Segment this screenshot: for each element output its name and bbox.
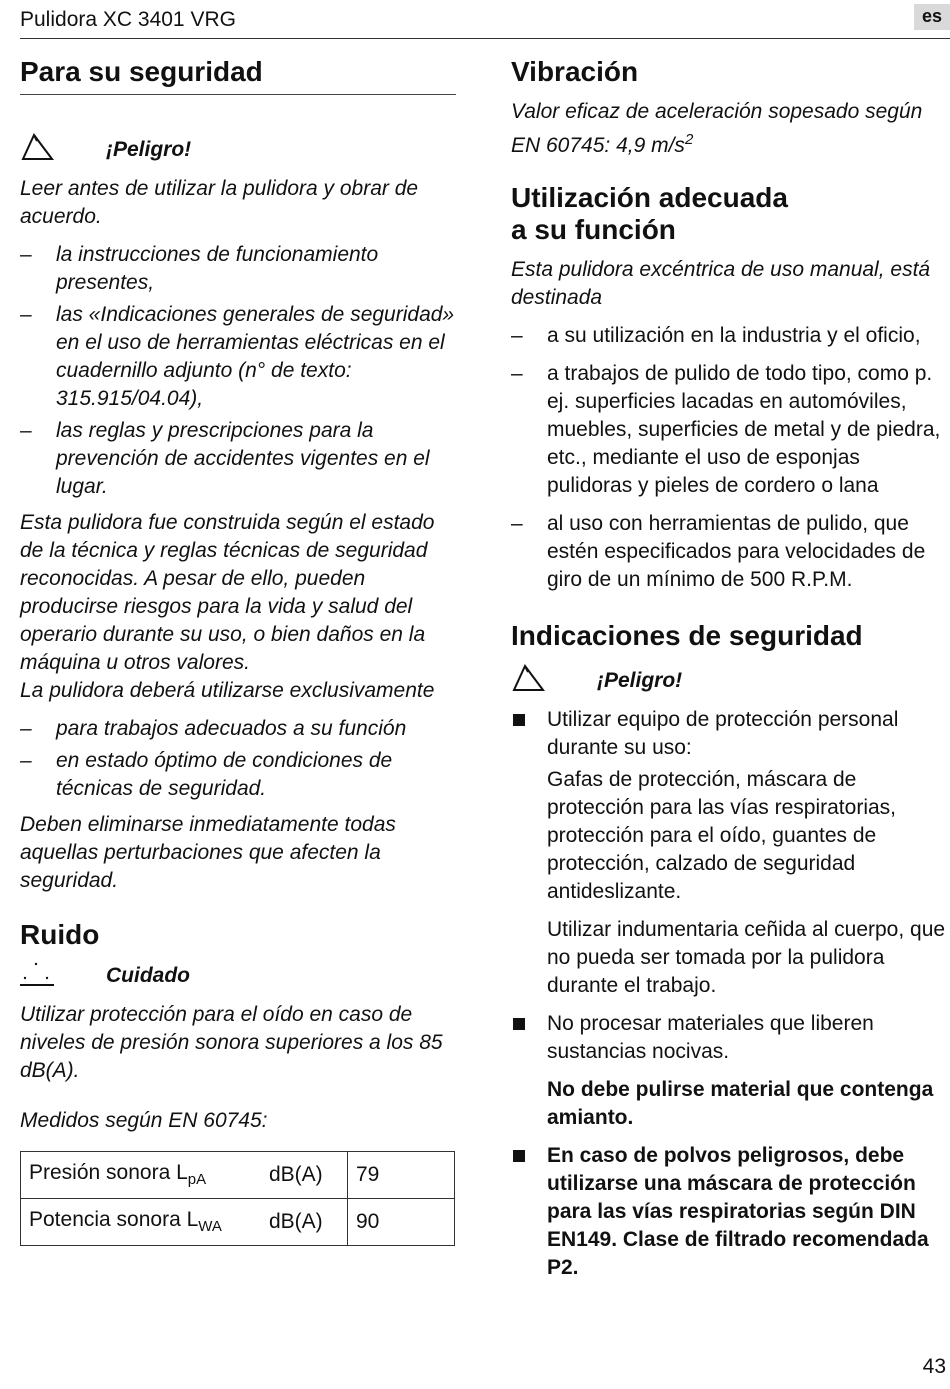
list-item: Utilizar equipo de protección personal durante su uso: Gafas de protección, máscara de protección para las vías respiratorias, protección para el oído, guantes de protección, calzado de seguridad antideslizante. Utilizar indumentaria ceñida al cuerpo, que no pueda ser tomada por la pulidora durante el trabajo. — [511, 706, 949, 1000]
list-item: – a trabajos de pulido de todo tipo, como p. ej. superficies lacadas en automóviles, muebles, superficies de metal y de piedra, etc., mediante el uso de esponjas pulidoras y pieles de cordero o lana — [511, 362, 941, 497]
noise-text: Utilizar protección para el oído en caso de niveles de presión sonora superiores a los 85 dB(A). — [20, 1003, 443, 1082]
disturbances-paragraph: Deben eliminarse inmediatamente todas aquellas perturbaciones que afecten la seguridad. — [20, 813, 396, 892]
asbestos-warning: No debe pulirse material que contenga amianto. — [547, 1078, 934, 1129]
danger-label: ¡Peligro! — [106, 138, 192, 161]
right-column — [511, 56, 949, 1282]
danger-warning-2 — [511, 664, 949, 698]
warning-triangle-icon — [511, 664, 597, 698]
table-cell-label: Presión sonora $L_{pA}$ — [21, 1152, 262, 1199]
noise-measured-text: Medidos según EN 60745: — [20, 1109, 268, 1132]
intended-use-list — [511, 322, 949, 594]
section-title-noise: Ruido — [20, 919, 100, 950]
caution-label: Cuidado — [106, 964, 190, 987]
header-divider — [20, 38, 950, 39]
list-item: No procesar materiales que liberen sustancias nocivas. No debe pulirse material que contenga amianto. — [511, 1010, 949, 1132]
caution-warning — [20, 959, 456, 993]
document-header-title: Pulidora XC 3401 VRG — [20, 8, 236, 31]
left-column — [20, 56, 456, 1246]
safety-intro: Leer antes de utilizar la pulidora y obrar de acuerdo. — [20, 177, 419, 228]
section-title-vibration: Vibración — [511, 56, 639, 87]
noise-table — [20, 1151, 455, 1246]
square-bullet-icon — [513, 714, 525, 726]
safety-paragraph-exclusive: La pulidora deberá utilizarse exclusivamente — [20, 679, 435, 702]
table-cell-unit: dB(A) — [261, 1152, 348, 1199]
intended-use-intro: Esta pulidora excéntrica de uso manual, está destinada — [511, 258, 931, 309]
list-item: – las reglas y prescripciones para la prevención de accidentes vigentes en el lugar. — [20, 419, 430, 498]
section-title-safety: Para su seguridad — [20, 56, 456, 95]
table-cell-unit: dB(A) — [261, 1199, 348, 1246]
table-cell-value: 79 — [348, 1152, 455, 1199]
caution-icon — [20, 959, 106, 993]
square-bullet-icon — [513, 1150, 525, 1162]
table-cell-label: Potencia sonora $L_{WA}$ — [21, 1199, 262, 1246]
safety-paragraph: Esta pulidora fue construida según el estado de la técnica y reglas técnicas de seguridad reconocidas. A pesar de ello, pueden producirse riesgos para la vida y salud del operario durante su uso, o bien daños en la máquina u otros valores. — [20, 511, 435, 674]
list-item: – para trabajos adecuados a su función — [20, 717, 407, 740]
clothing-text: Utilizar indumentaria ceñida al cuerpo, que no pueda ser tomada por la pulidora durante el trabajo. — [547, 918, 946, 997]
list-item: – la instrucciones de funcionamiento presentes, — [20, 243, 379, 294]
list-item: – en estado óptimo de condiciones de técnicas de seguridad. — [20, 749, 393, 800]
table-row — [21, 1152, 455, 1199]
section-title-intended-use: Utilización adecuada a su función — [511, 182, 788, 245]
table-cell-value: 90 — [348, 1199, 455, 1246]
list-item: – al uso con herramientas de pulido, que estén especificados para velocidades de giro de un mínimo de 500 R.P.M. — [511, 512, 926, 591]
danger-label: ¡Peligro! — [597, 669, 683, 692]
list-item: En caso de polvos peligrosos, debe utilizarse una máscara de protección para las vías respiratorias según DIN EN149. Clase de filtrado recomendada P2. — [511, 1142, 949, 1282]
square-bullet-icon — [513, 1018, 525, 1030]
table-row — [21, 1199, 455, 1246]
section-title-safety-notes: Indicaciones de seguridad — [511, 620, 863, 651]
list-item: – las «Indicaciones generales de seguridad» en el uso de herramientas eléctricas en el cuadernillo adjunto (n° de texto: 315.915/04.04), — [20, 303, 455, 410]
danger-warning — [20, 133, 456, 167]
exclusive-use-list — [20, 715, 456, 803]
warning-triangle-icon — [20, 133, 106, 167]
page-number: 43 — [922, 1355, 946, 1378]
safety-notes-list — [511, 706, 949, 1282]
language-badge: es — [914, 4, 950, 30]
safety-list — [20, 241, 456, 501]
list-item: – a su utilización en la industria y el oficio, — [511, 324, 921, 347]
protection-equipment-text: Gafas de protección, máscara de protección para las vías respiratorias, protección para el oído, guantes de protección, calzado de seguridad antideslizante. — [547, 768, 896, 903]
vibration-text: Valor eficaz de aceleración sopesado según EN 60745: 4,9 $m/s^2$ — [511, 100, 923, 157]
